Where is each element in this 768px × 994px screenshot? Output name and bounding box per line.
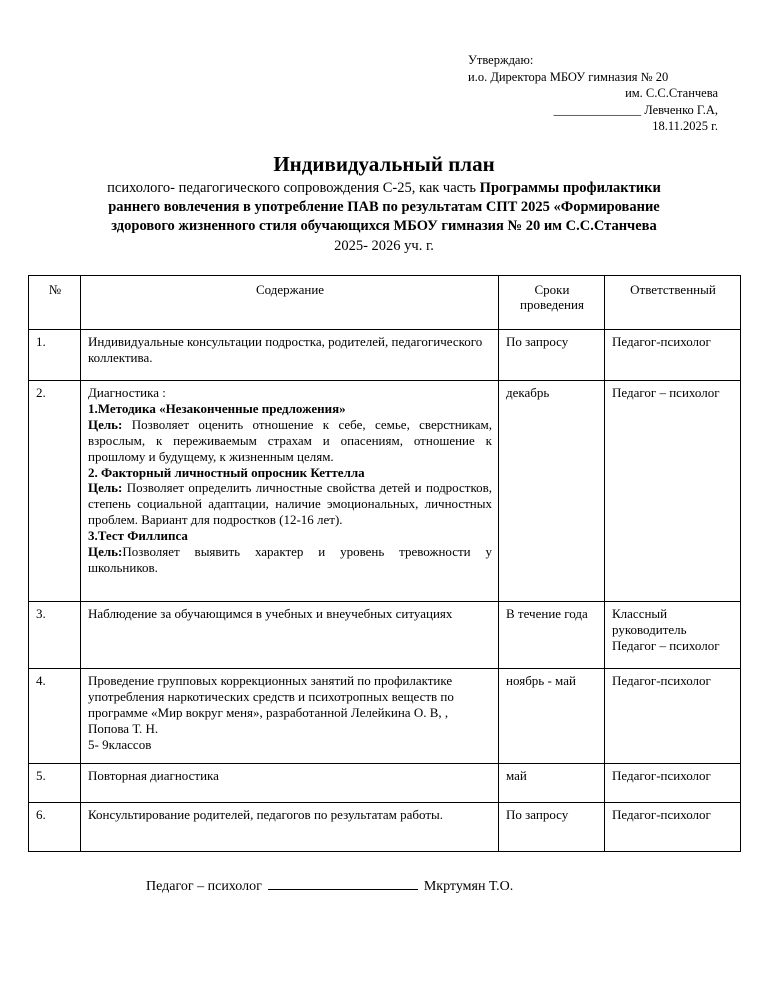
row-dates: ноябрь - май: [499, 669, 605, 764]
subtitle-part-1: психолого- педагогического сопровождения С-25, как часть: [107, 179, 480, 196]
signature-block: [146, 876, 740, 895]
academic-year: 2025- 2026 уч. г.: [334, 237, 434, 254]
row-content: Повторная диагностика: [81, 764, 499, 803]
row-number: 6.: [29, 803, 81, 852]
approval-line-4: ______________ Левченко Г.А,: [553, 102, 718, 117]
method-2-goal: [88, 480, 492, 528]
title-block: [28, 151, 740, 255]
signature-role: Педагог – психолог: [146, 879, 262, 895]
table-row: [29, 764, 741, 803]
table-row: [29, 803, 741, 852]
row-content: [81, 669, 499, 764]
plan-table: [28, 275, 741, 853]
row-responsible: Педагог – психолог: [605, 381, 741, 602]
row-content-extra: 5- 9классов: [88, 736, 152, 752]
goal-text: Позволяет определить личностные свойства детей и подростков, степень социальной адаптации, наличие эмоциональных, личностных проблем. Вариант для подростков (12-16 лет).: [88, 480, 492, 528]
row-content-main: Проведение групповых коррекционных занятий по профилактике употребления наркотических средств и психотропных веществ по программе «Мир вокруг меня», разработанной Лелейкина О. В, , Попова Т. Н.: [88, 673, 454, 736]
goal-label: Цель:: [88, 480, 123, 496]
column-header-dates: Сроки проведения: [499, 275, 605, 330]
approval-block: [468, 52, 718, 135]
row-dates: По запросу: [499, 330, 605, 381]
table-row: [29, 330, 741, 381]
row-dates: декабрь: [499, 381, 605, 602]
approval-line-1: Утверждаю:: [468, 53, 534, 67]
row-content: Индивидуальные консультации подростка, родителей, педагогического коллектива.: [81, 330, 499, 381]
row-content: Консультирование родителей, педагогов по результатам работы.: [81, 803, 499, 852]
method-1-goal: [88, 417, 492, 465]
goal-label: Цель:: [88, 417, 123, 433]
table-row: [29, 669, 741, 764]
row-responsible: Педагог-психолог: [605, 764, 741, 803]
document-subtitle: [28, 179, 740, 237]
diagnostics-heading: Диагностика :: [88, 385, 166, 401]
approval-line-2: и.о. Директора МБОУ гимназия № 20: [468, 69, 669, 84]
approval-line-5: 18.11.2025 г.: [652, 119, 718, 133]
row-number: 2.: [29, 381, 81, 602]
subtitle-part-2: Программы профилактики раннего вовлечения в употребление ПАВ по результатам СПТ 2025 «Формирование здорового жизненного стиля обучающихся МБОУ гимназия № 20 им С.С.Станчева: [108, 179, 661, 235]
table-header-row: [29, 275, 741, 330]
row-number: 4.: [29, 669, 81, 764]
row-dates: май: [499, 764, 605, 803]
column-header-content: Содержание: [81, 275, 499, 330]
page-title: Индивидуальный план: [273, 151, 495, 176]
goal-text: Позволяет выявить характер и уровень тревожности у школьников.: [88, 543, 492, 575]
method-2-name: 2. Факторный личностный опросник Кеттелла: [88, 464, 365, 480]
row-number: 5.: [29, 764, 81, 803]
row-responsible: Педагог-психолог: [605, 330, 741, 381]
goal-text: Позволяет оценить отношение к себе, семье, сверстникам, взрослым, к переживаемым страхам и опасениям, отношение к прошлому и будущему, к жизненным целям.: [88, 417, 492, 464]
row-number: 1.: [29, 330, 81, 381]
row-content: Наблюдение за обучающимся в учебных и внеучебных ситуациях: [81, 602, 499, 669]
method-3-name: 3.Тест Филлипса: [88, 528, 188, 544]
column-header-number: №: [29, 275, 81, 330]
row-number: 3.: [29, 602, 81, 669]
signature-name: Мкртумян Т.О.: [423, 879, 514, 895]
row-responsible: Педагог-психолог: [605, 669, 741, 764]
table-row: [29, 602, 741, 669]
approval-line-3: им. С.С.Станчева: [625, 86, 718, 100]
table-row: [29, 381, 741, 602]
method-1-name: 1.Методика «Незаконченные предложения»: [88, 401, 346, 417]
method-3-goal: [88, 544, 492, 576]
row-responsible: Педагог-психолог: [605, 803, 741, 852]
signature-line: [268, 876, 418, 890]
row-responsible: Классный руководитель Педагог – психолог: [605, 602, 741, 669]
row-content: [81, 381, 499, 602]
goal-label: Цель:: [88, 543, 123, 559]
column-header-responsible: Ответственный: [605, 275, 741, 330]
row-dates: По запросу: [499, 803, 605, 852]
row-dates: В течение года: [499, 602, 605, 669]
